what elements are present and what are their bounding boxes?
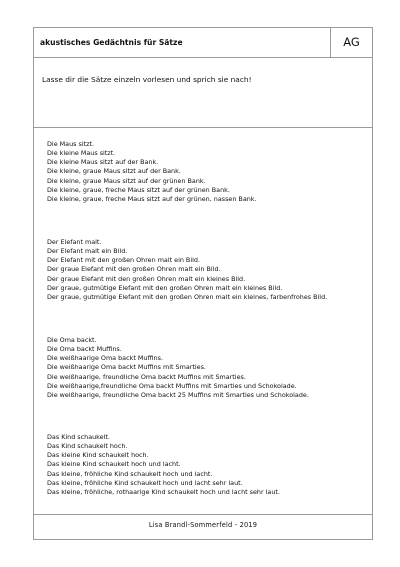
instruction-row: [34, 58, 372, 128]
sentence-group-grandma: [47, 336, 309, 400]
sentence: Die kleine, graue Maus sitzt auf der grünen Bank.: [47, 176, 206, 185]
category-code: AG: [330, 28, 372, 57]
sentence: Die weißhaarige Oma backt Muffins mit Smarties.: [47, 363, 206, 372]
sentence: Das Kind schaukelt.: [47, 433, 110, 441]
sentence: Der graue, gutmütige Elefant mit den großen Ohren malt ein kleines Bild.: [47, 283, 283, 292]
sentence: Das kleine, fröhliche, rothaarige Kind schaukelt hoch und lacht sehr laut.: [47, 487, 280, 496]
sentence: Der graue, gutmütige Elefant mit den großen Ohren malt ein kleines, farbenfrohes Bild.: [47, 292, 328, 301]
sentence-group-mouse: [47, 140, 257, 204]
sentence: Der Elefant malt.: [47, 238, 102, 246]
sentence: Das kleine Kind schaukelt hoch.: [47, 451, 149, 460]
sentence: Die Maus sitzt.: [47, 140, 95, 148]
sentence: Das kleine, fröhliche Kind schaukelt hoch und lacht.: [47, 469, 213, 478]
worksheet-header: [34, 28, 372, 58]
footer-credit: Lisa Brandl-Sommerfeld - 2019: [148, 521, 258, 529]
sentence: Der Elefant malt ein Bild.: [47, 247, 128, 256]
sentence: Die kleine Maus sitzt auf der Bank.: [47, 158, 159, 167]
sentence: Die kleine, graue, freche Maus sitzt auf der grünen, nassen Bank.: [47, 194, 257, 203]
sentence: Die weißhaarige Oma backt Muffins.: [47, 354, 164, 363]
sentences-area: [34, 128, 372, 515]
sentence: Die Oma backt Muffins.: [47, 345, 122, 354]
sentence: Die kleine, graue Maus sitzt auf der Bank.: [47, 167, 181, 176]
sentence: Die kleine, graue, freche Maus sitzt auf der grünen Bank.: [47, 185, 230, 194]
sentence-group-elephant: [47, 238, 327, 302]
sentence: Das Kind schaukelt hoch.: [47, 442, 128, 451]
sentence: Die weißhaarige, freundliche Oma backt 25 Muffins mit Smarties und Schokolade.: [47, 390, 309, 399]
sentence: Das kleine, fröhliche Kind schaukelt hoch und lacht sehr laut.: [47, 478, 243, 487]
sentence: Die Oma backt.: [47, 336, 97, 344]
sentence: Der Elefant mit den großen Ohren malt ein Bild.: [47, 256, 200, 265]
sentence: Die weißhaarige, freundliche Oma backt Muffins mit Smarties.: [47, 372, 246, 381]
sentence: Der graue Elefant mit den großen Ohren malt ein kleines Bild.: [47, 274, 246, 283]
sentence: Der graue Elefant mit den großen Ohren malt ein Bild.: [47, 265, 221, 274]
worksheet-title: akustisches Gedächtnis für Sätze: [40, 38, 183, 47]
sentence: Die weißhaarige,freundliche Oma backt Muffins mit Smarties und Schokolade.: [47, 381, 297, 390]
sentence-group-child: [47, 433, 280, 497]
sentence: Das kleine Kind schaukelt hoch und lacht.: [47, 460, 181, 469]
worksheet-frame: [33, 27, 373, 540]
instruction-text: Lasse dir die Sätze einzeln vorlesen und sprich sie nach!: [42, 75, 252, 84]
sentence: Die kleine Maus sitzt.: [47, 149, 116, 158]
